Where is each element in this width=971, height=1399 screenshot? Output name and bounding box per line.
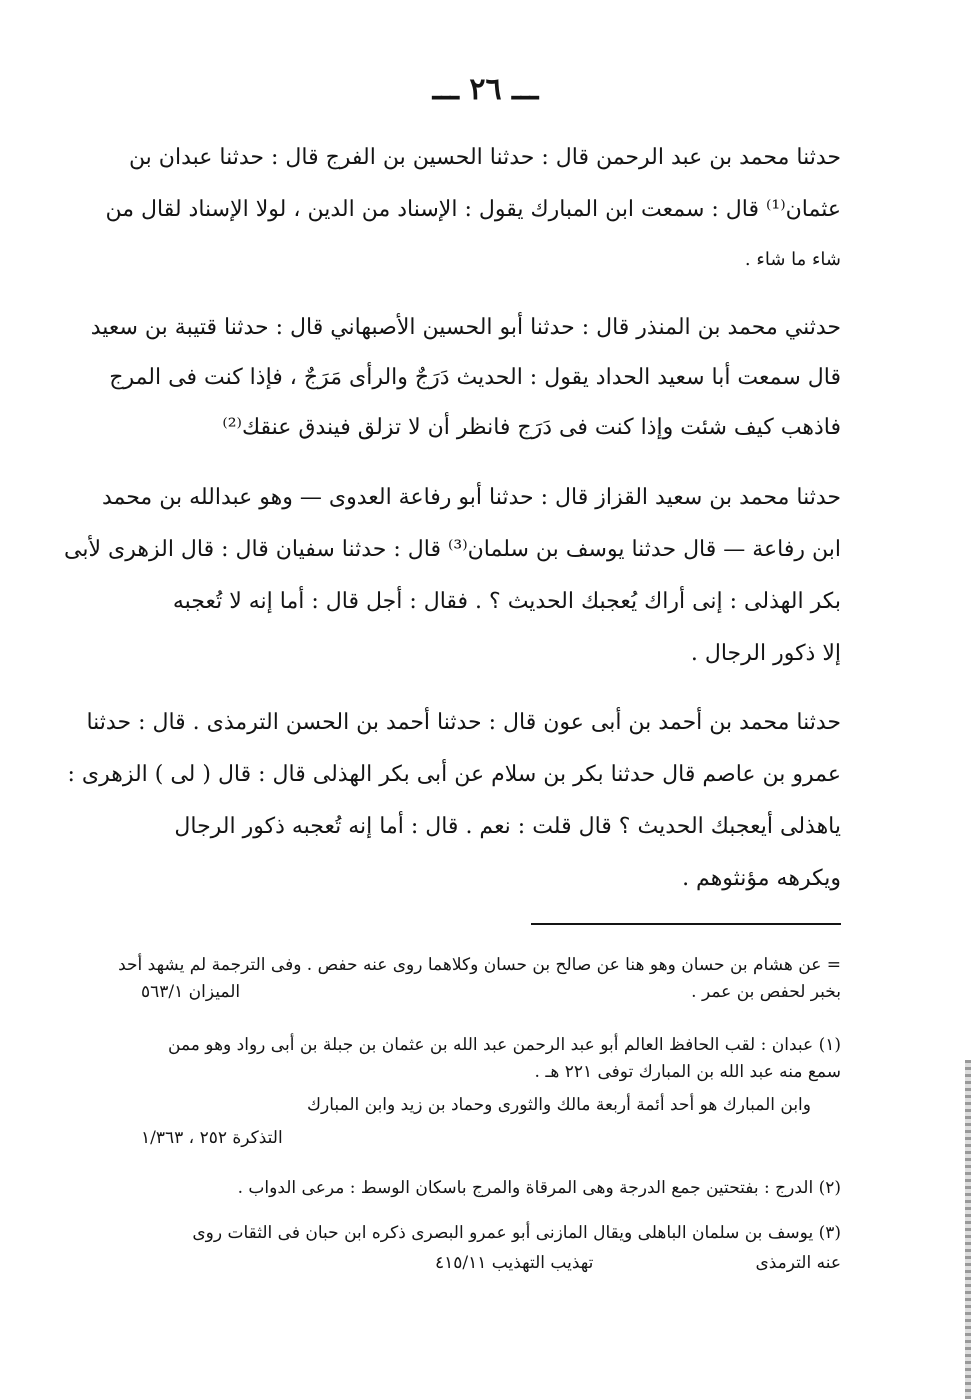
footnote-reference: تهذيب التهذيب ٤١٥/١١ bbox=[435, 1253, 594, 1273]
text-line: بكر الهذلى : إنى أراك يُعجبك الحديث ؟ . فقال : أجل قال : أما إنه لا تُعجبه bbox=[172, 589, 841, 614]
text-line: ياهذلى أيعجبك الحديث ؟ قال قلت : نعم . قال : أما إنه تُعجبه ذكور الرجال bbox=[174, 814, 841, 839]
text-line: عثمان⁽¹⁾ قال : سمعت ابن المبارك يقول : الإسناد من الدين ، لولا الإسناد لقال من bbox=[105, 197, 841, 222]
footnote-line: بخبر لحفص بن عمر . bbox=[691, 982, 841, 1002]
text-line: قال سمعت أبا سعيد الحداد يقول : الحديث دَرَجٌ والرأى مَرَجٌ ، فإذا كنت فى المرج bbox=[109, 365, 841, 390]
footnote-line: وابن المبارك هو أحد أئمة أربعة مالك والثورى وحماد بن زيد وابن المبارك bbox=[306, 1095, 811, 1115]
page-number: ـــ ٢٦ ـــ bbox=[432, 72, 539, 107]
text-line: فاذهب كيف شئت وإذا كنت فى دَرَج فانظر أن لا تزلق فيندق عنقك⁽²⁾ bbox=[222, 415, 841, 440]
text-line: حدثنا محمد بن عبد الرحمن قال : حدثنا الحسين بن الفرج قال : حدثنا عبدان بن bbox=[128, 145, 841, 170]
footnote-line: (١) عبدان : لقب الحافظ العالم أبو عبد الرحمن عبد الله بن عثمان بن جبلة بن أبى رواد وهو ممن bbox=[168, 1035, 841, 1055]
footnote-line: (٣) يوسف بن سلمان الباهلى ويقال المازنى أبو عمرو البصرى ذكره ابن حبان فى الثقات روى bbox=[192, 1223, 841, 1243]
footnote-line: (٢) الدرج : بفتحتين جمع الدرجة وهى المرقاة والمرج باسكان الوسط : مرعى الدواب . bbox=[237, 1178, 841, 1198]
text-line: عمرو بن عاصم قال حدثنا بكر بن سلام عن أبى بكر الهذلى قال : قال ( لى ) الزهرى : bbox=[67, 762, 841, 787]
text-line: إلا ذكور الرجال . bbox=[690, 641, 841, 666]
footnote-divider bbox=[531, 923, 841, 925]
text-line: حدثنا محمد بن أحمد بن أبى عون قال : حدثنا أحمد بن الحسن الترمذى . قال : حدثنا bbox=[86, 710, 841, 735]
footnote-line: = عن هشام بن حسان وهو هنا عن صالح بن حسان وكلاهما روى عنه حفص . وفى الترجمة لم يشهد أحد bbox=[118, 955, 841, 975]
text-line: ابن رفاعة — قال حدثنا يوسف بن سلمان⁽³⁾ قال : حدثنا سفيان قال : قال الزهرى لأبى bbox=[64, 537, 841, 562]
text-line: حدثني محمد بن المنذر قال : حدثنا أبو الحسين الأصبهاني قال : حدثنا قتيبة بن سعيد bbox=[90, 315, 841, 340]
text-line: حدثنا محمد بن سعيد القزاز قال : حدثنا أبو رفاعة العدوى — وهو عبدالله بن محمد bbox=[101, 485, 841, 510]
footnote-line: سمع منه عبد الله بن المبارك توفى ٢٢١ هـ . bbox=[534, 1062, 841, 1082]
scan-edge bbox=[965, 1060, 971, 1399]
text-line: شاء ما شاء . bbox=[744, 249, 841, 270]
footnote-reference: التذكرة ٢٥٢ ، ١/٣٦٣ bbox=[141, 1128, 283, 1148]
footnote-reference: الميزان ٥٦٣/١ bbox=[141, 982, 241, 1002]
footnote-line: عنه الترمذى bbox=[755, 1253, 841, 1273]
text-line: ويكرهه مؤنثوهم . bbox=[682, 866, 841, 891]
